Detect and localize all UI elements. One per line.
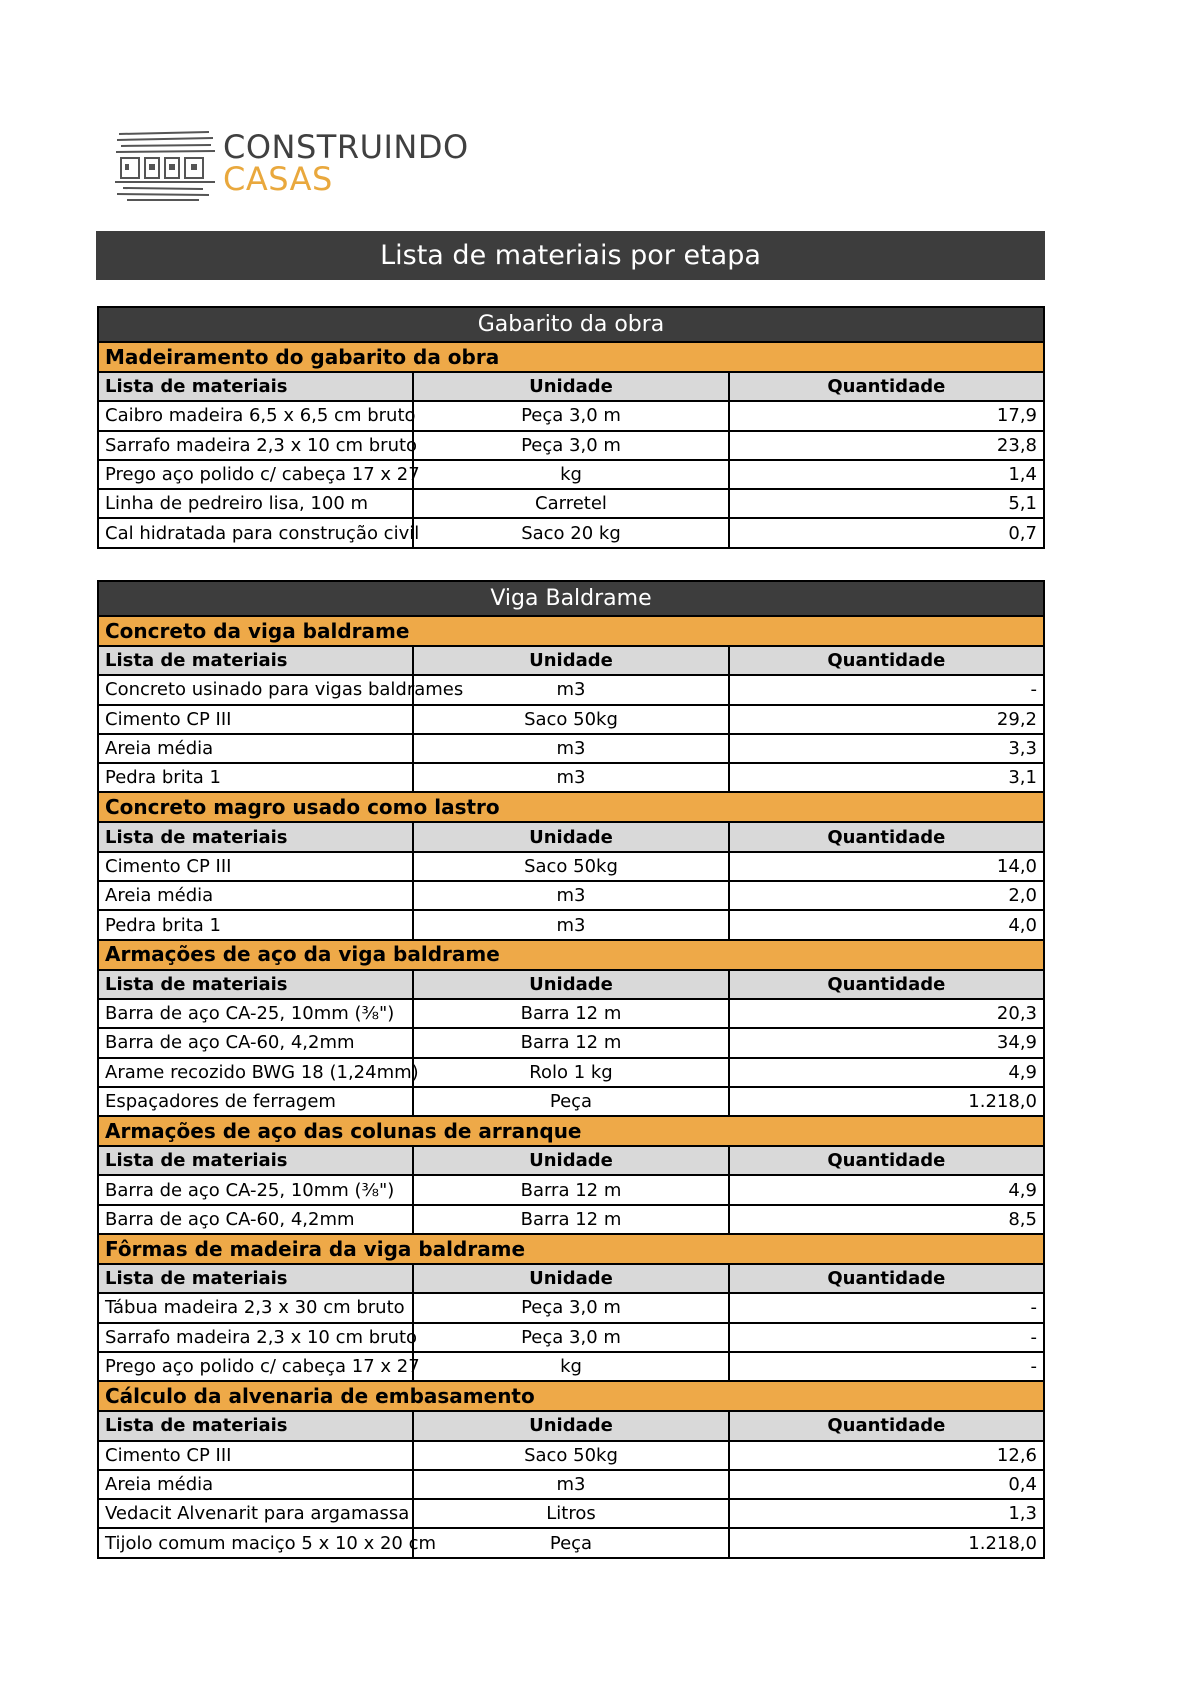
col-header-unit: Unidade: [413, 1264, 728, 1293]
unit-cell: Litros: [413, 1499, 728, 1528]
material-cell: Caibro madeira 6,5 x 6,5 cm bruto: [98, 401, 413, 430]
unit-cell: Barra 12 m: [413, 1205, 728, 1234]
quantity-cell: 20,3: [729, 999, 1044, 1028]
quantity-cell: 8,5: [729, 1205, 1044, 1234]
material-cell: Vedacit Alvenarit para argamassa: [98, 1499, 413, 1528]
col-header-unit: Unidade: [413, 1146, 728, 1175]
unit-cell: m3: [413, 763, 728, 792]
material-cell: Cimento CP III: [98, 852, 413, 881]
quantity-cell: 0,4: [729, 1470, 1044, 1499]
material-cell: Cal hidratada para construção civil: [98, 518, 413, 547]
table-row: [98, 675, 1044, 704]
unit-cell: kg: [413, 460, 728, 489]
col-header-materials: Lista de materiais: [98, 822, 413, 851]
table-row: [98, 734, 1044, 763]
quantity-cell: 14,0: [729, 852, 1044, 881]
material-cell: Tábua madeira 2,3 x 30 cm bruto: [98, 1293, 413, 1322]
quantity-cell: 1,4: [729, 460, 1044, 489]
group-title: Cálculo da alvenaria de embasamento: [98, 1381, 1044, 1411]
stage-table-gabarito: [97, 306, 1045, 549]
group-title: Fôrmas de madeira da viga baldrame: [98, 1234, 1044, 1264]
logo-word-construindo: CONSTRUINDO: [223, 128, 469, 166]
table-row: [98, 1470, 1044, 1499]
col-header-quantity: Quantidade: [729, 1264, 1044, 1293]
col-header-materials: Lista de materiais: [98, 970, 413, 999]
table-row: [98, 1352, 1044, 1381]
col-header-unit: Unidade: [413, 822, 728, 851]
quantity-cell: 5,1: [729, 489, 1044, 518]
quantity-cell: 0,7: [729, 518, 1044, 547]
table-row: [98, 1205, 1044, 1234]
material-cell: Areia média: [98, 881, 413, 910]
stage-table-viga-baldrame: [97, 580, 1045, 1559]
material-cell: Sarrafo madeira 2,3 x 10 cm bruto: [98, 431, 413, 460]
quantity-cell: 17,9: [729, 401, 1044, 430]
group-title: Concreto magro usado como lastro: [98, 792, 1044, 822]
material-cell: Barra de aço CA-25, 10mm (⅜"): [98, 999, 413, 1028]
table-row: [98, 460, 1044, 489]
col-header-unit: Unidade: [413, 970, 728, 999]
unit-cell: Saco 50kg: [413, 1441, 728, 1470]
quantity-cell: -: [729, 1352, 1044, 1381]
material-cell: Concreto usinado para vigas baldrames: [98, 675, 413, 704]
unit-cell: Carretel: [413, 489, 728, 518]
material-cell: Barra de aço CA-25, 10mm (⅜"): [98, 1175, 413, 1204]
unit-cell: m3: [413, 910, 728, 939]
quantity-cell: 4,9: [729, 1058, 1044, 1087]
group-title: Armações de aço da viga baldrame: [98, 940, 1044, 970]
stage-title: Viga Baldrame: [98, 581, 1044, 616]
unit-cell: Saco 50kg: [413, 705, 728, 734]
quantity-cell: 1.218,0: [729, 1087, 1044, 1116]
material-cell: Areia média: [98, 1470, 413, 1499]
quantity-cell: 34,9: [729, 1028, 1044, 1057]
table-row: [98, 1028, 1044, 1057]
quantity-cell: 3,1: [729, 763, 1044, 792]
table-row: [98, 852, 1044, 881]
col-header-quantity: Quantidade: [729, 822, 1044, 851]
unit-cell: Barra 12 m: [413, 1028, 728, 1057]
unit-cell: Saco 50kg: [413, 852, 728, 881]
logo: [113, 126, 493, 206]
quantity-cell: 2,0: [729, 881, 1044, 910]
col-header-unit: Unidade: [413, 646, 728, 675]
material-cell: Areia média: [98, 734, 413, 763]
house-logo-icon: [113, 126, 219, 206]
col-header-materials: Lista de materiais: [98, 1264, 413, 1293]
table-row: [98, 999, 1044, 1028]
material-cell: Linha de pedreiro lisa, 100 m: [98, 489, 413, 518]
quantity-cell: -: [729, 675, 1044, 704]
unit-cell: Peça: [413, 1528, 728, 1557]
table-row: [98, 763, 1044, 792]
col-header-materials: Lista de materiais: [98, 646, 413, 675]
table-row: [98, 401, 1044, 430]
material-cell: Arame recozido BWG 18 (1,24mm): [98, 1058, 413, 1087]
table-row: [98, 881, 1044, 910]
table-row: [98, 1175, 1044, 1204]
table-row: [98, 1323, 1044, 1352]
unit-cell: Peça 3,0 m: [413, 431, 728, 460]
material-cell: Espaçadores de ferragem: [98, 1087, 413, 1116]
unit-cell: Barra 12 m: [413, 1175, 728, 1204]
material-cell: Barra de aço CA-60, 4,2mm: [98, 1028, 413, 1057]
quantity-cell: 4,9: [729, 1175, 1044, 1204]
unit-cell: m3: [413, 675, 728, 704]
col-header-quantity: Quantidade: [729, 646, 1044, 675]
logo-word-casas: CASAS: [223, 160, 333, 198]
table-row: [98, 910, 1044, 939]
quantity-cell: 1.218,0: [729, 1528, 1044, 1557]
quantity-cell: -: [729, 1323, 1044, 1352]
table-row: [98, 1499, 1044, 1528]
col-header-unit: Unidade: [413, 1411, 728, 1440]
col-header-quantity: Quantidade: [729, 970, 1044, 999]
unit-cell: Rolo 1 kg: [413, 1058, 728, 1087]
table-row: [98, 1087, 1044, 1116]
table-row: [98, 489, 1044, 518]
quantity-cell: 23,8: [729, 431, 1044, 460]
unit-cell: m3: [413, 1470, 728, 1499]
material-cell: Prego aço polido c/ cabeça 17 x 27: [98, 460, 413, 489]
group-title: Concreto da viga baldrame: [98, 616, 1044, 646]
material-cell: Prego aço polido c/ cabeça 17 x 27: [98, 1352, 413, 1381]
table-row: [98, 705, 1044, 734]
unit-cell: Peça 3,0 m: [413, 1293, 728, 1322]
unit-cell: Peça: [413, 1087, 728, 1116]
quantity-cell: 29,2: [729, 705, 1044, 734]
material-cell: Sarrafo madeira 2,3 x 10 cm bruto: [98, 1323, 413, 1352]
table-row: [98, 1293, 1044, 1322]
table-row: [98, 431, 1044, 460]
table-row: [98, 1441, 1044, 1470]
col-header-materials: Lista de materiais: [98, 1411, 413, 1440]
col-header-materials: Lista de materiais: [98, 1146, 413, 1175]
col-header-unit: Unidade: [413, 372, 728, 401]
quantity-cell: 12,6: [729, 1441, 1044, 1470]
unit-cell: m3: [413, 734, 728, 763]
material-cell: Pedra brita 1: [98, 763, 413, 792]
table-row: [98, 1058, 1044, 1087]
unit-cell: Barra 12 m: [413, 999, 728, 1028]
quantity-cell: -: [729, 1293, 1044, 1322]
col-header-quantity: Quantidade: [729, 1411, 1044, 1440]
material-cell: Tijolo comum maciço 5 x 10 x 20 cm: [98, 1528, 413, 1557]
quantity-cell: 4,0: [729, 910, 1044, 939]
group-title: Armações de aço das colunas de arranque: [98, 1116, 1044, 1146]
unit-cell: kg: [413, 1352, 728, 1381]
material-cell: Cimento CP III: [98, 705, 413, 734]
table-row: [98, 518, 1044, 547]
unit-cell: Saco 20 kg: [413, 518, 728, 547]
table-row: [98, 1528, 1044, 1557]
quantity-cell: 1,3: [729, 1499, 1044, 1528]
material-cell: Pedra brita 1: [98, 910, 413, 939]
material-cell: Cimento CP III: [98, 1441, 413, 1470]
unit-cell: m3: [413, 881, 728, 910]
unit-cell: Peça 3,0 m: [413, 1323, 728, 1352]
quantity-cell: 3,3: [729, 734, 1044, 763]
group-title: Madeiramento do gabarito da obra: [98, 342, 1044, 372]
page-title: Lista de materiais por etapa: [96, 231, 1045, 280]
col-header-quantity: Quantidade: [729, 1146, 1044, 1175]
unit-cell: Peça 3,0 m: [413, 401, 728, 430]
col-header-quantity: Quantidade: [729, 372, 1044, 401]
material-cell: Barra de aço CA-60, 4,2mm: [98, 1205, 413, 1234]
col-header-materials: Lista de materiais: [98, 372, 413, 401]
stage-title: Gabarito da obra: [98, 307, 1044, 342]
